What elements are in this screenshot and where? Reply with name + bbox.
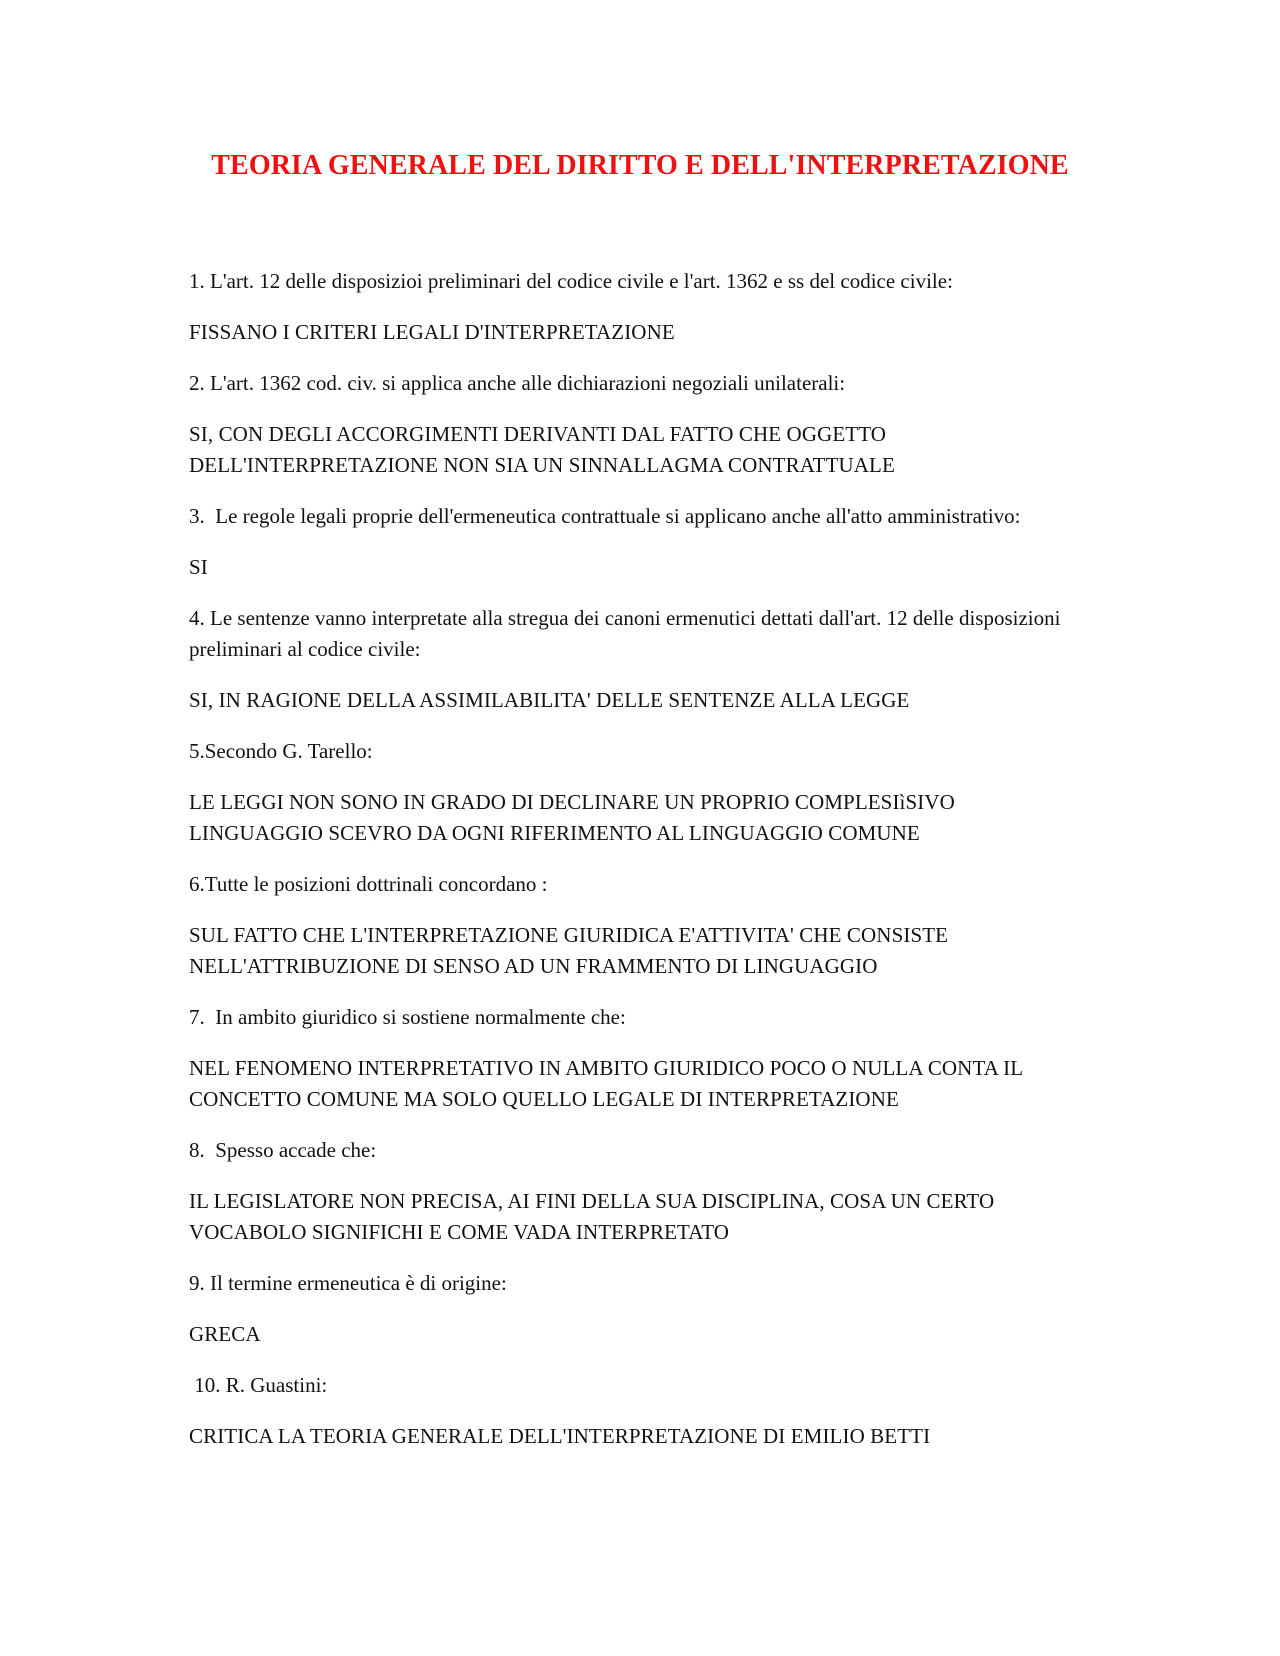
question-5: 5.Secondo G. Tarello: [189,739,373,763]
question-8: 8. Spesso accade che: [189,1138,377,1162]
question-2: 2. L'art. 1362 cod. civ. si applica anche alle dichiarazioni negoziali unilaterali: [189,371,846,395]
document-body [189,266,1089,1472]
question-1: 1. L'art. 12 delle disposizioi preliminari del codice civile e l'art. 1362 e ss del codice civile: [189,269,953,293]
question-4: 4. Le sentenze vanno interpretate alla stregua dei canoni ermenutici dettati dall'art. 12 delle disposizioni preliminari al codice civile: [189,606,1066,661]
question-6: 6.Tutte le posizioni dottrinali concordano : [189,872,548,896]
answer-1: FISSANO I CRITERI LEGALI D'INTERPRETAZIONE [189,320,675,344]
answer-4: SI, IN RAGIONE DELLA ASSIMILABILITA' DELLE SENTENZE ALLA LEGGE [189,688,910,712]
answer-6: SUL FATTO CHE L'INTERPRETAZIONE GIURIDICA E'ATTIVITA' CHE CONSISTE NELL'ATTRIBUZIONE DI SENSO AD UN FRAMMENTO DI LINGUAGGIO [189,923,954,978]
answer-5: LE LEGGI NON SONO IN GRADO DI DECLINARE UN PROPRIO COMPLESIìSIVO LINGUAGGIO SCEVRO DA OGNI RIFERIMENTO AL LINGUAGGIO COMUNE [189,790,961,845]
answer-8: IL LEGISLATORE NON PRECISA, AI FINI DELLA SUA DISCIPLINA, COSA UN CERTO VOCABOLO SIGNIFICHI E COME VADA INTERPRETATO [189,1189,1000,1244]
question-9: 9. Il termine ermeneutica è di origine: [189,1271,507,1295]
answer-3: SI [189,555,208,579]
question-7: 7. In ambito giuridico si sostiene normalmente che: [189,1005,626,1029]
document-title: TEORIA GENERALE DEL DIRITTO E DELL'INTERPRETAZIONE [211,150,1069,181]
question-3: 3. Le regole legali proprie dell'ermeneutica contrattuale si applicano anche all'atto amministrativo: [189,504,1021,528]
answer-2: SI, CON DEGLI ACCORGIMENTI DERIVANTI DAL FATTO CHE OGGETTO DELL'INTERPRETAZIONE NON SIA UN SINNALLAGMA CONTRATTUALE [189,422,895,477]
question-10: 10. R. Guastini: [189,1373,328,1397]
answer-7: NEL FENOMENO INTERPRETATIVO IN AMBITO GIURIDICO POCO O NULLA CONTA IL CONCETTO COMUNE MA SOLO QUELLO LEGALE DI INTERPRETAZIONE [189,1056,1028,1111]
answer-10: CRITICA LA TEORIA GENERALE DELL'INTERPRETAZIONE DI EMILIO BETTI [189,1424,931,1448]
answer-9: GRECA [189,1322,261,1346]
